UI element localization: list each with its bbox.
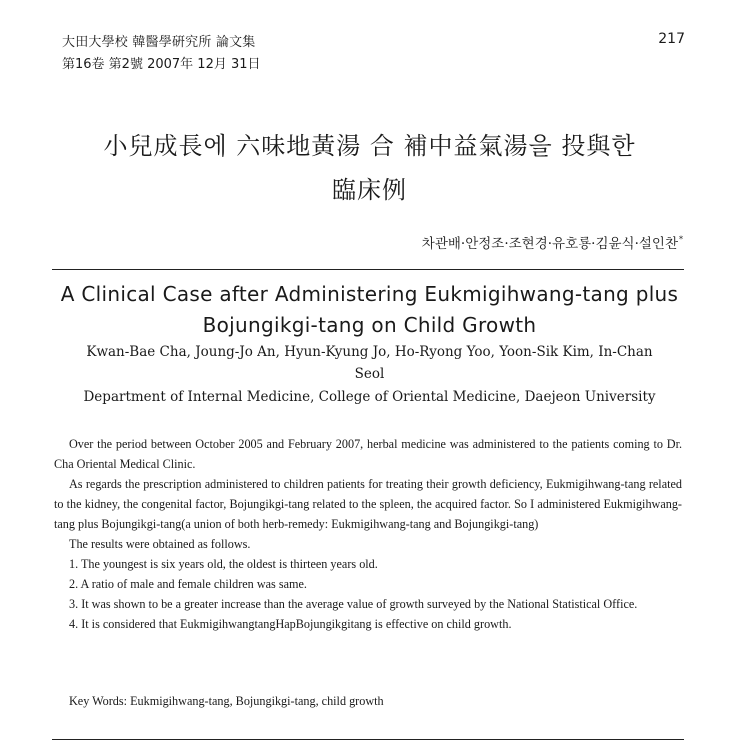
english-title-line-2: Bojungikgi-tang on Child Growth — [202, 313, 537, 337]
abstract-paragraph-3: The results were obtained as follows. — [69, 537, 251, 551]
english-authors-line-1: Kwan-Bae Cha, Joung-Jo An, Hyun-Kyung Jo, Ho-Ryong Yoo, Yoon-Sik Kim, In-Chan — [86, 344, 653, 360]
affiliation: Department of Internal Medicine, College of Oriental Medicine, Daejeon University — [83, 389, 656, 405]
korean-author-names: 차관배·안정조·조현경·유호룡·김윤식·설인찬 — [421, 236, 678, 252]
korean-authors — [422, 232, 683, 252]
issue-info: 第16卷 第2號 2007年 12月 31日 — [62, 57, 261, 72]
result-item-4: 4. It is considered that EukmigihwangtangHapBojungikgitang is effective on child growth. — [69, 617, 512, 631]
bottom-divider — [52, 739, 684, 740]
result-item-2: 2. A ratio of male and female children was same. — [69, 577, 307, 591]
english-title-line-1: A Clinical Case after Administering Eukmigihwang-tang plus — [60, 282, 679, 306]
key-words: Key Words: Eukmigihwang-tang, Bojungikgi-tang, child growth — [69, 694, 384, 708]
title-divider — [52, 269, 684, 270]
journal-name: 大田大學校 韓醫學硏究所 論文集 — [62, 35, 256, 50]
abstract-paragraph-1: Over the period between October 2005 and February 2007, herbal medicine was administered to the patients coming to Dr. Cha Oriental Medical Clinic. — [54, 437, 682, 471]
abstract — [54, 434, 682, 634]
korean-title-line-1: 小兒成長에 六味地黃湯 合 補中益氣湯을 投與한 — [103, 132, 636, 160]
corresponding-author-mark: * — [679, 235, 683, 244]
english-authors-line-2: Seol — [354, 366, 385, 382]
page-number: 217 — [658, 31, 685, 47]
abstract-paragraph-2: As regards the prescription administered to children patients for treating their growth deficiency, Eukmigihwang-tang related to the kidney, the congenital factor, Bojungikgi-tang related to the spleen, the acquired factor. So I administered Eukmigihwang-tang plus Bojungikgi-tang(a union of both herb-remedy: Eukmigihwang-tang and Bojungikgi-tang) — [54, 477, 682, 531]
result-item-3: 3. It was shown to be a greater increase than the average value of growth surveyed by the National Statistical Office. — [69, 597, 638, 611]
result-item-1: 1. The youngest is six years old, the oldest is thirteen years old. — [69, 557, 378, 571]
korean-title-line-2: 臨床例 — [332, 176, 407, 204]
